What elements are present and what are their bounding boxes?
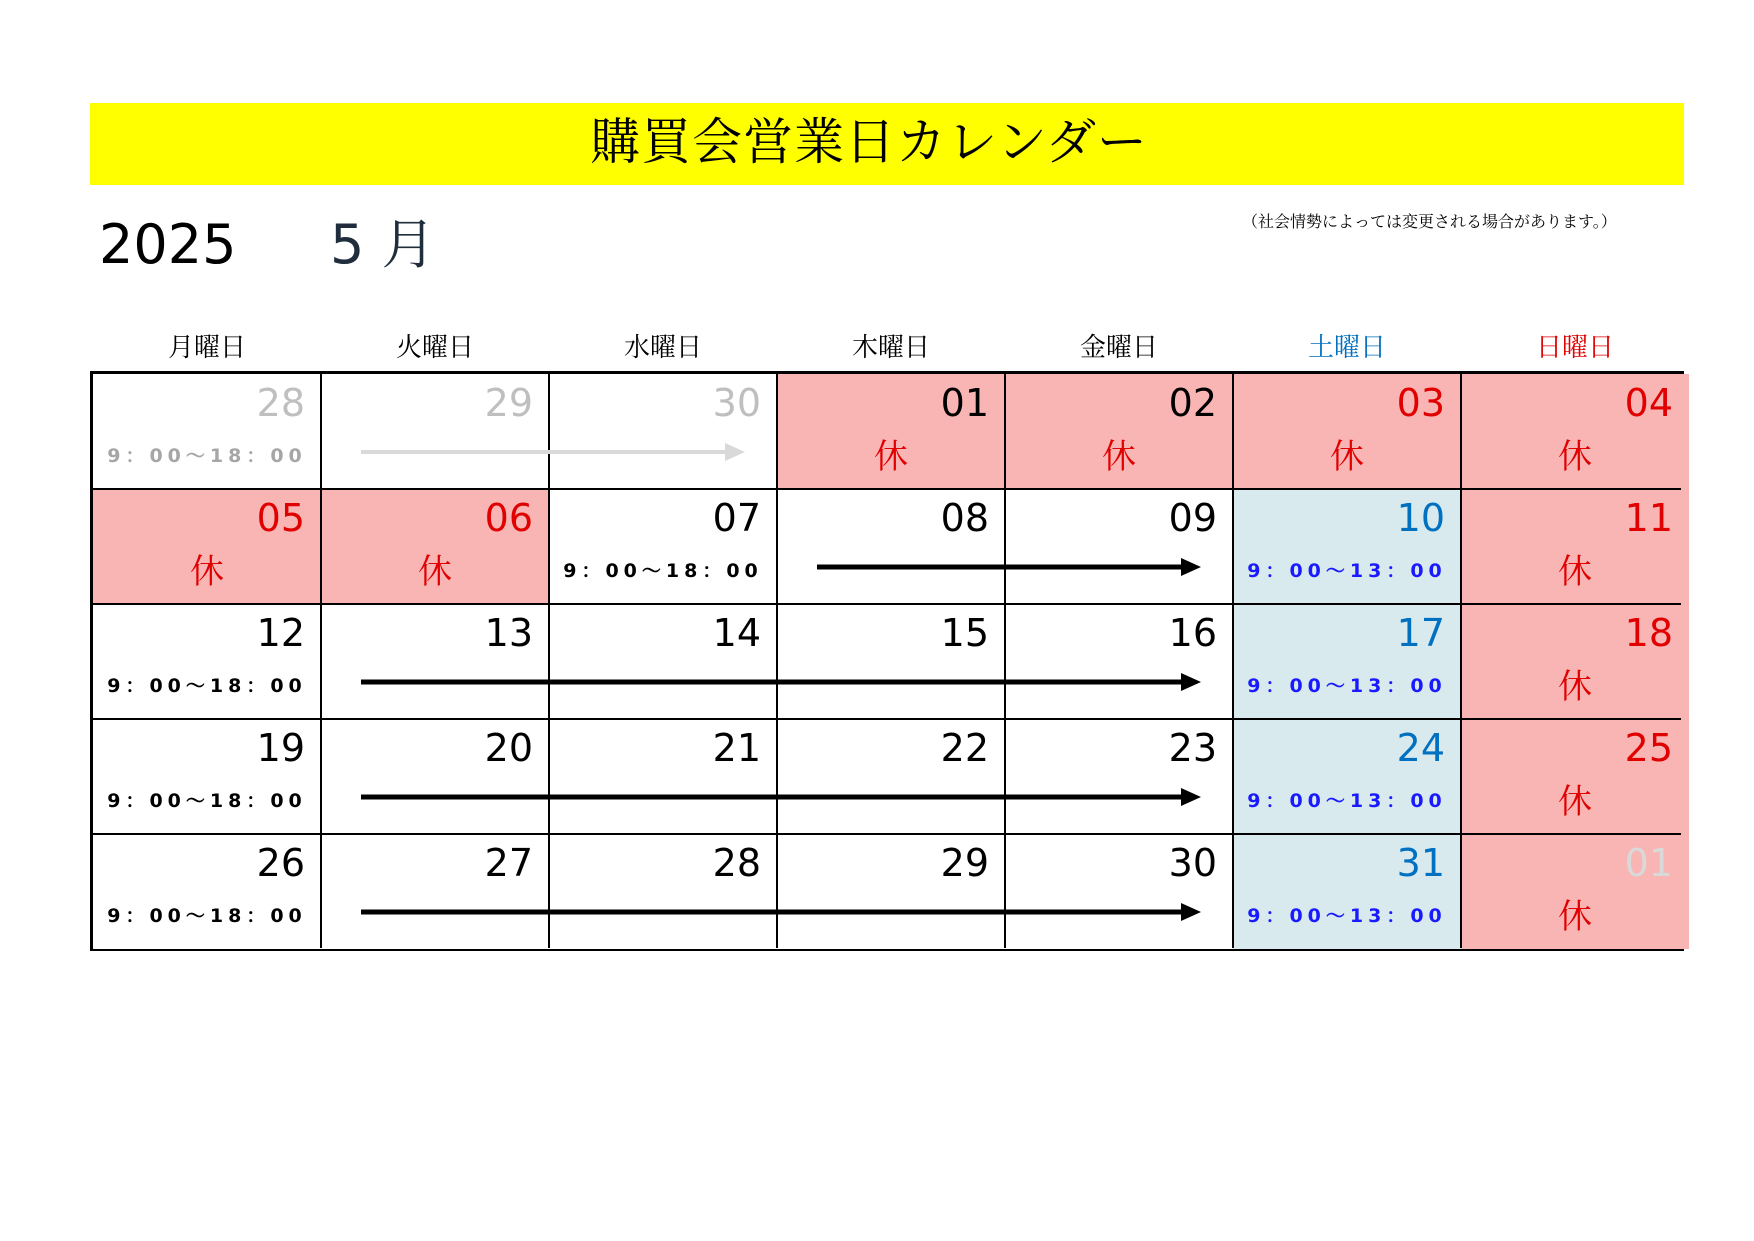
closed-label: 休 [190,552,224,592]
day-number: 05 [256,496,305,540]
day-number: 01 [1624,841,1673,885]
day-number: 12 [256,611,305,655]
continuation-arrow [361,673,1201,691]
weekday-header: 火曜日 [395,333,474,363]
weekday-header: 日曜日 [1535,333,1614,363]
day-number: 09 [1168,496,1217,540]
day-number: 26 [256,841,305,885]
day-number: 22 [940,726,989,770]
business-hours: 9：00～13：00 [1247,560,1447,582]
day-number: 29 [940,841,989,885]
business-hours: 9：00～18：00 [107,790,307,812]
day-number: 03 [1396,381,1445,425]
day-number: 14 [712,611,761,655]
closed-label: 休 [1558,552,1592,592]
day-number: 24 [1396,726,1445,770]
day-number: 25 [1624,726,1673,770]
calendar-grid [90,371,1684,951]
weekday-header: 土曜日 [1307,333,1386,363]
day-number: 10 [1396,496,1445,540]
business-hours: 9：00～18：00 [107,675,307,697]
day-number: 04 [1624,381,1673,425]
day-number: 06 [484,496,533,540]
day-number: 02 [1168,381,1217,425]
continuation-arrow [817,558,1201,576]
closed-label: 休 [1558,782,1592,822]
day-number: 21 [712,726,761,770]
weekday-header: 水曜日 [623,333,702,363]
business-hours: 9：00～13：00 [1247,675,1447,697]
day-number: 13 [484,611,533,655]
closed-label: 休 [1330,437,1364,477]
weekday-header: 金曜日 [1079,333,1158,363]
weekday-header: 月曜日 [167,333,246,363]
day-number: 01 [940,381,989,425]
month-label: 5 月 [330,213,436,276]
day-number: 30 [1168,841,1217,885]
year-label: 2025 [99,213,237,276]
day-number: 08 [940,496,989,540]
continuation-arrow [361,443,745,461]
closed-label: 休 [1558,897,1592,937]
weekday-header: 木曜日 [851,333,930,363]
continuation-arrow [361,903,1201,921]
day-number: 07 [712,496,761,540]
closed-label: 休 [1558,437,1592,477]
day-number: 17 [1396,611,1445,655]
day-number: 18 [1624,611,1673,655]
continuation-arrows [93,374,1689,949]
closed-label: 休 [418,552,452,592]
business-hours: 9：00～18：00 [563,560,763,582]
day-number: 20 [484,726,533,770]
business-hours: 9：00～13：00 [1247,790,1447,812]
day-number: 27 [484,841,533,885]
business-hours: 9：00～13：00 [1247,905,1447,927]
day-number: 23 [1168,726,1217,770]
day-number: 28 [256,381,305,425]
day-number: 31 [1396,841,1445,885]
day-number: 29 [484,381,533,425]
page-title: 購買会営業日カレンダー [590,113,1148,171]
day-number: 30 [712,381,761,425]
closed-label: 休 [874,437,908,477]
day-number: 11 [1624,496,1673,540]
continuation-arrow [361,788,1201,806]
day-number: 16 [1168,611,1217,655]
business-hours: 9：00～18：00 [107,445,307,467]
day-number: 28 [712,841,761,885]
title-banner [90,103,1684,185]
day-number: 15 [940,611,989,655]
day-number: 19 [256,726,305,770]
disclaimer-note: （社会情勢によっては変更される場合があります。） [1242,212,1617,231]
closed-label: 休 [1558,667,1592,707]
business-hours: 9：00～18：00 [107,905,307,927]
closed-label: 休 [1102,437,1136,477]
